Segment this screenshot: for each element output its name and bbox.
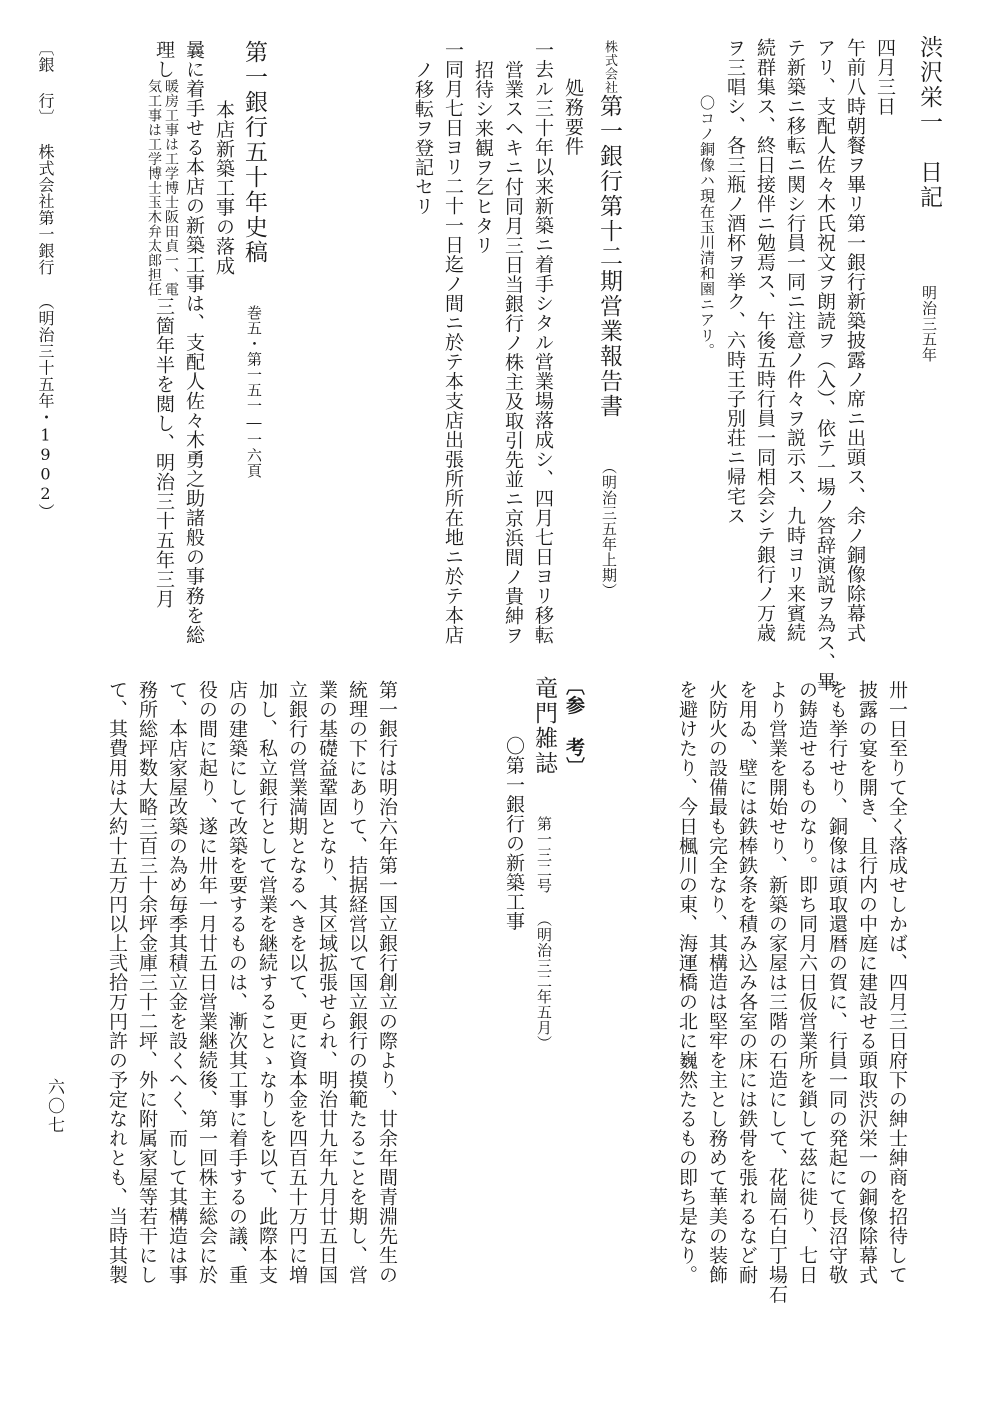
- article-line: 加し、私立銀行として営業を継続することゝなりしを以て、此際本支: [256, 680, 278, 1285]
- article-line: 業の基礎益鞏固となり、其区域拡張せられ、明治廿九年九月廿五日国: [316, 680, 338, 1285]
- magazine-date: （明治三二年五月）: [535, 911, 553, 1051]
- diary-line: アリ、支配人佐々木氏祝文ヲ朗読ヲ（入）、依テ一場ノ答辞演説ヲ為ス、畢: [814, 38, 836, 692]
- diary-line: 午前八時朝餐ヲ畢リ第一銀行新築披露ノ席ニ出頭ス、余ノ銅像除幕式: [844, 38, 866, 643]
- report-title: 第一銀行第十二期営業報告書: [596, 94, 622, 419]
- history-heading: [239, 40, 269, 640]
- footer-line: [30, 40, 60, 600]
- article-line: 務所総坪数大略三百三十余坪金庫三十二坪、外に附属家屋等若干にし: [136, 680, 158, 1285]
- reference-section: [499, 676, 589, 1276]
- history-line2-post: 三箇年半を閲し、明治三十五年三月: [153, 296, 175, 609]
- article-line: 役の間に起り、遂に卅年一月廿五日営業継続後、第一回株主総会に於: [196, 680, 218, 1285]
- footer-category: 〔銀 行〕: [36, 40, 55, 126]
- footer-company: 株式会社第一銀行: [36, 143, 55, 276]
- diary-line: 四月三日: [874, 38, 896, 116]
- history-section: [145, 40, 269, 645]
- magazine-issue: 第一三二号: [535, 816, 553, 894]
- history-title: 第一銀行五十年史稿: [241, 40, 267, 265]
- diary-section: [914, 35, 944, 635]
- diary-note: 〇コノ銅像ハ現在玉川清和園ニアリ。: [698, 95, 716, 359]
- history-section-title: 本店新築工事の落成: [213, 100, 235, 276]
- article-line: て、其費用は大約十五万円以上弐拾万円許の予定なれとも、当時其製: [106, 680, 128, 1285]
- article-line: 立銀行の営業満期となるへきを以て、更に資本金を四百五十万円に増: [286, 680, 308, 1285]
- report-section-title: 処務要件: [562, 78, 584, 156]
- article-body: [102, 680, 402, 1285]
- footer-year: （明治三十五年・1902）: [36, 293, 55, 520]
- continuation-line: をも挙行せり、銅像は頭取還暦の賀に、行員一同の発起にて長沼守敬: [826, 680, 848, 1285]
- diary-title: 渋沢栄一 日記: [916, 35, 942, 210]
- continuation-line: を避けたり、今日楓川の東、海運橋の北に巍然たるもの即ち是なり。: [676, 680, 698, 1285]
- report-line: 一去ル三十年以来新築ニ着手シタル営業場落成シ、四月七日ヨリ移転: [532, 40, 554, 645]
- report-heading: [588, 40, 624, 640]
- report-section: [408, 40, 624, 645]
- reference-mark: 〔参 考〕: [563, 676, 585, 777]
- page-number: 六〇七: [44, 1078, 64, 1135]
- diary-year: 明治三五年: [920, 285, 938, 363]
- magazine-title: 竜門雑誌: [531, 676, 557, 776]
- report-title-prefix: 株式会社: [602, 40, 617, 94]
- continuation-line: 卅一日至りて全く落成せしかば、四月三日府下の紳士紳商を招待して: [886, 680, 908, 1285]
- note-line-a: 暖房工事は工学博士阪田貞一、電: [163, 79, 179, 297]
- diary-line: ヲ三唱シ、各三瓶ノ酒杯ヲ挙ク、六時王子別荘ニ帰宅ス: [724, 38, 746, 526]
- history-line: [145, 40, 179, 640]
- diary-body: [720, 38, 900, 692]
- history-line: 曩に着手せる本店の新築工事は、支配人佐々木勇之助諸般の事務を総: [183, 40, 205, 645]
- diary-line: テ新築ニ移転ニ関シ行員一同ニ注意ノ件々ヲ説示ス、九時ヨリ来賓続: [784, 38, 806, 643]
- report-line: 営業スヘキニ付同月三日当銀行ノ株主及取引先並ニ京浜間ノ貴紳ヲ: [502, 60, 524, 645]
- article-line: 統理の下にありて、拮据経営以て国立銀行の摸範たることを期し、営: [346, 680, 368, 1285]
- history-line2-pre: 理し: [153, 40, 175, 79]
- report-line: 招待シ来観ヲ乞ヒタリ: [472, 60, 494, 255]
- article-line: て、本店家屋改築の為め毎季其積立金を設くへく、而して其構造は事: [166, 680, 188, 1285]
- magazine-heading: [529, 676, 559, 1276]
- report-line: 一同月七日ヨリ二十一日迄ノ間ニ於テ本支店出張所所在地ニ於テ本店: [442, 40, 464, 645]
- article-line: 店の建築にして改築を要するものは、漸次其工事に着手するの議、重: [226, 680, 248, 1285]
- report-line: ノ移転ヲ登記セリ: [412, 60, 434, 216]
- continuation-line: 披露の宴を開き、且行内の中庭に建設せる頭取渋沢栄一の銅像除幕式: [856, 680, 878, 1285]
- continuation-line: の鋳造せるものなり。即ち同月六日仮営業所を鎖して茲に徙り、七日: [796, 680, 818, 1285]
- history-pages: 巻五・第一五一―一六頁: [245, 305, 263, 479]
- footer-column: [30, 40, 60, 600]
- article-title: 〇第一銀行の新築工事: [503, 736, 525, 931]
- continuation-line: 火防火の設備最も完全なり、其構造は堅牢を主とし務めて華美の装飾: [706, 680, 728, 1285]
- continuation-line: を用ゐ、壁には鉄棒鉄条を積み込み各室の床には鉄骨を張れるなど耐: [736, 680, 758, 1285]
- diary-line: 続群集ス、終日接伴ニ勉焉ス、午後五時行員一同相会シテ銀行ノ万歳: [754, 38, 776, 643]
- note-line-b: 気工事は工学博士玉木弁太郎担任: [146, 79, 162, 297]
- history-line2-note: [145, 79, 179, 297]
- article-line: 第一銀行は明治六年第一国立銀行創立の際より、廿余年間青淵先生の: [376, 680, 398, 1285]
- report-period: （明治三五年上期）: [600, 459, 618, 599]
- continuation-line: より営業を開始せり、新築の家屋は三階の石造にして、花崗石白丁場石: [766, 680, 788, 1304]
- continuation-text: [672, 680, 912, 1304]
